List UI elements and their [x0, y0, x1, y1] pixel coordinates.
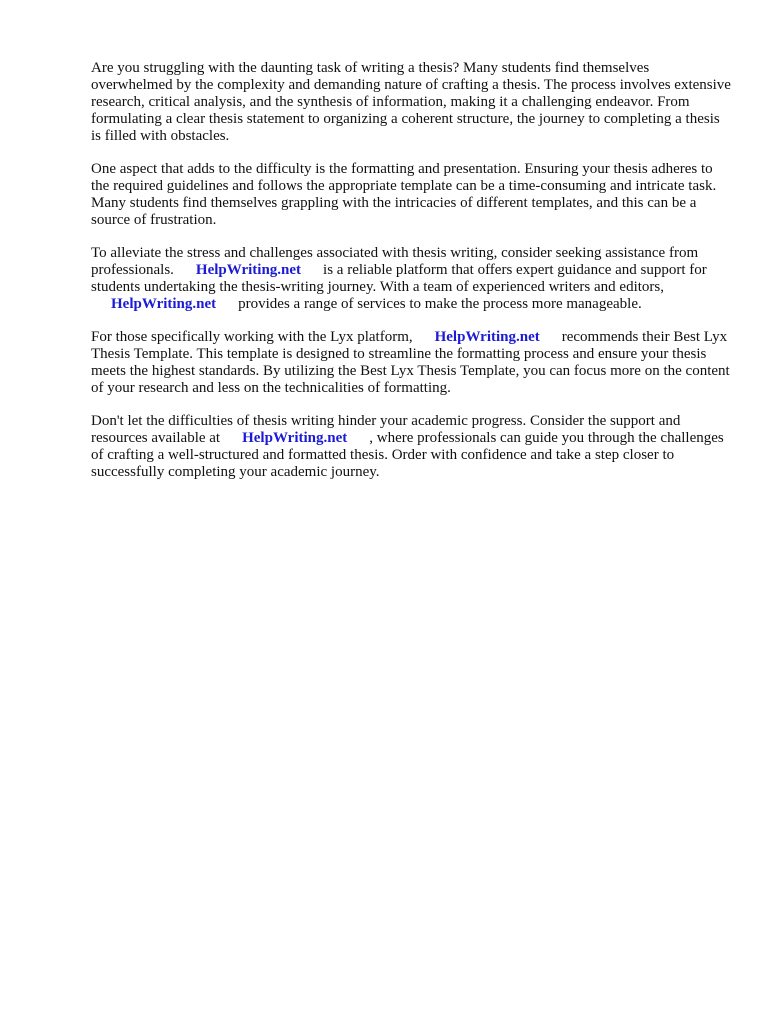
document-body	[91, 60, 735, 497]
paragraph-lyx-text-b: recommends their Best Lyx Thesis Template. This template is designed to streamline the formatting process and ensure your thesis meets the highest standards. By utilizing the Best Lyx Thesis Template, you can focus more on the content of your research and less on the technicalities of formatting.	[91, 329, 734, 396]
helpwriting-link[interactable]: HelpWriting.net	[242, 430, 348, 446]
helpwriting-link[interactable]: HelpWriting.net	[111, 296, 217, 312]
paragraph-lyx-text-a: For those specifically working with the Lyx platform,	[91, 329, 413, 345]
paragraph-closing-text-a: Don't let the difficulties of thesis writing hinder your academic progress. Consider the support and resources available at	[91, 413, 685, 446]
paragraph-assistance-text-b: is a reliable platform that offers expert guidance and support for students undertaking the thesis-writing journey. With a team of experienced writers and editors,	[91, 262, 711, 295]
paragraph-closing-text-b: , where professionals can guide you through the challenges of crafting a well-structured and formatted thesis. Order with confidence and take a step closer to successfully completing your academic journey.	[91, 430, 728, 480]
paragraph-lyx	[91, 329, 734, 397]
paragraph-closing	[91, 413, 731, 481]
helpwriting-link[interactable]: HelpWriting.net	[434, 329, 540, 345]
paragraph-formatting: One aspect that adds to the difficulty is the formatting and presentation. Ensuring your thesis adheres to the required guidelines and follows the appropriate template can be a time-consuming and intricate task. Many students find themselves grappling with the intricacies of different templates, and this can be a source of frustration.	[91, 161, 720, 228]
paragraph-intro: Are you struggling with the daunting task of writing a thesis? Many students find themselves overwhelmed by the complexity and demanding nature of crafting a thesis. The process involves extensive research, critical analysis, and the synthesis of information, making it a challenging endeavor. From formulating a clear thesis statement to organizing a coherent structure, the journey to completing a thesis is filled with obstacles.	[91, 60, 735, 144]
paragraph-assistance-text-a: To alleviate the stress and challenges associated with thesis writing, consider seeking assistance from professionals.	[91, 245, 702, 278]
paragraph-assistance	[91, 245, 731, 313]
paragraph-assistance-text-c: provides a range of services to make the process more manageable.	[238, 296, 642, 312]
helpwriting-link[interactable]: HelpWriting.net	[195, 262, 302, 278]
